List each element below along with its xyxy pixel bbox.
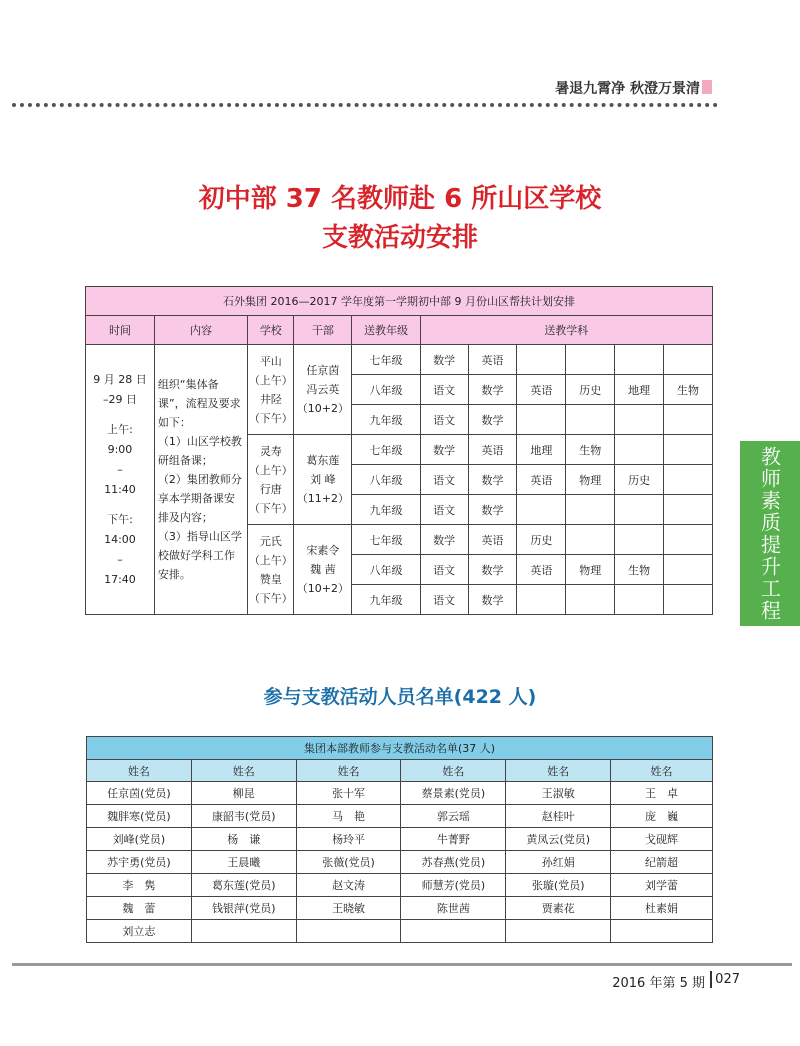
footer-issue: 2016 年第 5 期 bbox=[612, 976, 705, 991]
list-name-cell: 柳昆 bbox=[191, 782, 296, 805]
plan-content-cell: 组织“集体备课”，流程及要求如下： （1）山区学校教研组备课； （2）集团教师分享本学期备课安排及内容； （3）指导山区学校做好学科工作安排。 bbox=[154, 345, 247, 615]
plan-grade-cell: 九年级 bbox=[352, 405, 420, 435]
teacher-list-table bbox=[86, 736, 713, 943]
plan-subject-cell: 数学 bbox=[468, 405, 517, 435]
header-marker bbox=[702, 80, 712, 94]
plan-subject-cell: 英语 bbox=[517, 465, 566, 495]
plan-subject-cell: 数学 bbox=[468, 465, 517, 495]
list-name-cell: 李 隽 bbox=[87, 874, 192, 897]
plan-time-afternoon: 下午: 14:00 – 17:40 bbox=[104, 512, 136, 586]
plan-subject-cell bbox=[566, 585, 615, 615]
list-name-cell: 陈世茜 bbox=[401, 897, 506, 920]
list-name-cell: 苏宇勇(党员) bbox=[87, 851, 192, 874]
list-name-cell: 王 卓 bbox=[611, 782, 713, 805]
plan-grade-cell: 七年级 bbox=[352, 345, 420, 375]
plan-subject-cell: 语文 bbox=[420, 585, 468, 615]
plan-header-cell: 送教年级 bbox=[352, 316, 420, 345]
plan-subject-cell: 历史 bbox=[615, 465, 664, 495]
list-name-cell: 王淑敏 bbox=[506, 782, 611, 805]
plan-header-cell: 干部 bbox=[294, 316, 352, 345]
list-name-cell: 戈砚辉 bbox=[611, 828, 713, 851]
page-title-line2: 支教活动安排 bbox=[321, 223, 478, 253]
plan-header-cell: 内容 bbox=[154, 316, 247, 345]
plan-subject-cell: 历史 bbox=[566, 375, 615, 405]
plan-header-cell: 送教学科 bbox=[420, 316, 712, 345]
plan-subject-cell bbox=[615, 525, 664, 555]
plan-grade-cell: 八年级 bbox=[352, 555, 420, 585]
plan-cadre-cell: 宋素令 魏 茜 （10+2） bbox=[294, 525, 352, 615]
plan-subject-cell: 生物 bbox=[664, 375, 713, 405]
list-name-cell: 张十军 bbox=[296, 782, 401, 805]
plan-subject-cell: 英语 bbox=[517, 375, 566, 405]
list-name-cell: 杨 谦 bbox=[191, 828, 296, 851]
plan-header-cell: 时间 bbox=[86, 316, 155, 345]
plan-subject-cell: 数学 bbox=[468, 585, 517, 615]
plan-subject-cell bbox=[517, 405, 566, 435]
list-name-cell: 王晓敏 bbox=[296, 897, 401, 920]
list-name-cell: 杨玲平 bbox=[296, 828, 401, 851]
plan-subject-cell bbox=[664, 345, 713, 375]
plan-subject-cell bbox=[664, 465, 713, 495]
plan-subject-cell bbox=[664, 405, 713, 435]
list-name-cell: 黄凤云(党员) bbox=[506, 828, 611, 851]
plan-subject-cell bbox=[664, 435, 713, 465]
list-name-cell: 钱银萍(党员) bbox=[191, 897, 296, 920]
plan-subject-cell: 历史 bbox=[517, 525, 566, 555]
plan-subject-cell: 英语 bbox=[468, 345, 517, 375]
plan-grade-cell: 九年级 bbox=[352, 585, 420, 615]
footer-divider bbox=[12, 963, 792, 966]
plan-school-cell: 平山 （上午） 井陉 （下午） bbox=[248, 345, 294, 435]
plan-subject-cell bbox=[517, 345, 566, 375]
list-name-cell: 庞 巍 bbox=[611, 805, 713, 828]
plan-subject-cell bbox=[615, 405, 664, 435]
list-name-cell: 师慧芳(党员) bbox=[401, 874, 506, 897]
plan-subject-cell: 生物 bbox=[566, 435, 615, 465]
side-tab bbox=[740, 441, 800, 626]
plan-subject-cell: 物理 bbox=[566, 465, 615, 495]
list-name-cell: 张薇(党员) bbox=[296, 851, 401, 874]
plan-grade-cell: 八年级 bbox=[352, 465, 420, 495]
list-subtitle: 参与支教活动人员名单(422 人) bbox=[263, 686, 537, 708]
plan-subject-cell: 地理 bbox=[517, 435, 566, 465]
header-divider bbox=[12, 103, 718, 107]
side-tab-label: 教师素质提升工程 bbox=[757, 445, 782, 622]
plan-subject-cell bbox=[615, 345, 664, 375]
plan-cadre-cell: 葛东莲 刘 峰 （11+2） bbox=[294, 435, 352, 525]
plan-subject-cell: 数学 bbox=[468, 555, 517, 585]
plan-subject-cell: 英语 bbox=[468, 525, 517, 555]
plan-subject-cell bbox=[566, 345, 615, 375]
plan-subject-cell bbox=[615, 495, 664, 525]
list-name-cell: 赵文涛 bbox=[296, 874, 401, 897]
list-header-cell: 姓名 bbox=[506, 760, 611, 782]
list-name-cell: 刘学蕾 bbox=[611, 874, 713, 897]
page-title-line1: 初中部 37 名教师赴 6 所山区学校 bbox=[198, 184, 602, 214]
list-name-cell: 马 艳 bbox=[296, 805, 401, 828]
plan-subject-cell: 英语 bbox=[517, 555, 566, 585]
list-header-cell: 姓名 bbox=[401, 760, 506, 782]
plan-subject-cell bbox=[664, 525, 713, 555]
list-name-cell: 赵桂叶 bbox=[506, 805, 611, 828]
plan-grade-cell: 九年级 bbox=[352, 495, 420, 525]
list-header-cell: 姓名 bbox=[87, 760, 192, 782]
list-name-cell: 张璇(党员) bbox=[506, 874, 611, 897]
plan-subject-cell: 数学 bbox=[468, 375, 517, 405]
plan-cadre-cell: 任京茵 冯云英 （10+2） bbox=[294, 345, 352, 435]
list-name-cell: 任京茵(党员) bbox=[87, 782, 192, 805]
plan-time-morning: 上午: 9:00 – 11:40 bbox=[104, 422, 136, 496]
plan-subject-cell: 地理 bbox=[615, 375, 664, 405]
plan-subject-cell bbox=[615, 585, 664, 615]
plan-subject-cell bbox=[664, 585, 713, 615]
list-name-cell: 苏春燕(党员) bbox=[401, 851, 506, 874]
plan-subject-cell: 数学 bbox=[420, 345, 468, 375]
plan-subject-cell: 生物 bbox=[615, 555, 664, 585]
plan-school-cell: 元氏 （上午） 赞皇 （下午） bbox=[248, 525, 294, 615]
plan-subject-cell bbox=[566, 495, 615, 525]
list-name-cell: 蔡景素(党员) bbox=[401, 782, 506, 805]
page-number: 027 bbox=[715, 972, 740, 987]
list-name-cell: 王晨曦 bbox=[191, 851, 296, 874]
list-name-cell bbox=[611, 920, 713, 943]
header-slogan: 暑退九霄净 秋澄万景清 bbox=[555, 81, 700, 97]
plan-subject-cell: 数学 bbox=[420, 435, 468, 465]
plan-time-cell bbox=[86, 345, 155, 615]
plan-subject-cell: 数学 bbox=[468, 495, 517, 525]
plan-header-cell: 学校 bbox=[248, 316, 294, 345]
plan-subject-cell: 语文 bbox=[420, 495, 468, 525]
plan-subject-cell bbox=[566, 525, 615, 555]
list-name-cell bbox=[296, 920, 401, 943]
plan-subject-cell: 数学 bbox=[420, 525, 468, 555]
list-name-cell: 杜素娟 bbox=[611, 897, 713, 920]
list-header-cell: 姓名 bbox=[191, 760, 296, 782]
footer-separator bbox=[710, 971, 712, 988]
list-name-cell: 孙红娟 bbox=[506, 851, 611, 874]
plan-table-caption: 石外集团 2016—2017 学年度第一学期初中部 9 月份山区帮扶计划安排 bbox=[86, 287, 713, 316]
plan-subject-cell bbox=[566, 405, 615, 435]
plan-subject-cell: 语文 bbox=[420, 405, 468, 435]
plan-subject-cell bbox=[517, 495, 566, 525]
plan-subject-cell bbox=[615, 435, 664, 465]
list-table-caption: 集团本部教师参与支教活动名单(37 人) bbox=[87, 737, 713, 760]
list-name-cell bbox=[506, 920, 611, 943]
list-name-cell: 纪箭超 bbox=[611, 851, 713, 874]
list-name-cell: 刘峰(党员) bbox=[87, 828, 192, 851]
plan-subject-cell: 物理 bbox=[566, 555, 615, 585]
plan-subject-cell: 英语 bbox=[468, 435, 517, 465]
list-name-cell bbox=[401, 920, 506, 943]
list-header-cell: 姓名 bbox=[296, 760, 401, 782]
list-name-cell: 贾素花 bbox=[506, 897, 611, 920]
plan-time-date: 9 月 28 日 –29 日 bbox=[93, 372, 147, 406]
list-name-cell: 魏胖寒(党员) bbox=[87, 805, 192, 828]
list-name-cell: 牛菁野 bbox=[401, 828, 506, 851]
list-name-cell: 葛东莲(党员) bbox=[191, 874, 296, 897]
plan-grade-cell: 八年级 bbox=[352, 375, 420, 405]
plan-subject-cell bbox=[664, 555, 713, 585]
list-name-cell: 郭云瑶 bbox=[401, 805, 506, 828]
plan-school-cell: 灵寿 （上午） 行唐 （下午） bbox=[248, 435, 294, 525]
plan-grade-cell: 七年级 bbox=[352, 435, 420, 465]
plan-table bbox=[85, 286, 713, 615]
list-name-cell: 魏 蕾 bbox=[87, 897, 192, 920]
plan-subject-cell bbox=[517, 585, 566, 615]
plan-subject-cell: 语文 bbox=[420, 465, 468, 495]
list-name-cell: 康韶韦(党员) bbox=[191, 805, 296, 828]
plan-subject-cell: 语文 bbox=[420, 555, 468, 585]
list-header-cell: 姓名 bbox=[611, 760, 713, 782]
plan-subject-cell: 语文 bbox=[420, 375, 468, 405]
plan-grade-cell: 七年级 bbox=[352, 525, 420, 555]
list-name-cell: 刘立志 bbox=[87, 920, 192, 943]
list-name-cell bbox=[191, 920, 296, 943]
plan-subject-cell bbox=[664, 495, 713, 525]
